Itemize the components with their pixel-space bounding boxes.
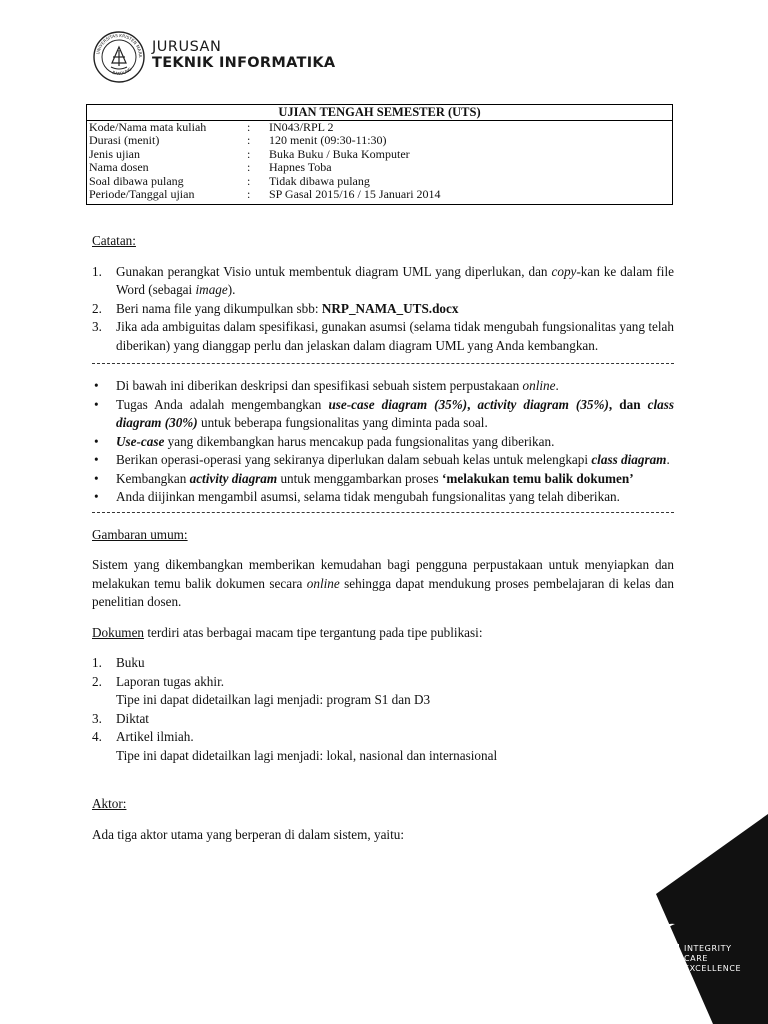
item-text: -kan ke dalam file Word (sebagai [116,263,674,297]
exam-info-sep: : [247,146,251,161]
bullet-icon: • [94,470,99,486]
tagline [678,944,741,974]
exam-info-row [87,188,673,204]
tagline-excellence: EXCELLENCE [684,964,742,973]
mcu-logo-text: mcu [583,944,662,985]
item-emphasis: class diagram [591,452,667,467]
gambaran-paragraph [92,556,674,612]
item-emphasis: copy [551,263,577,279]
item-text: Di bawah ini diberikan deskripsi dan spesifikasi sebuah sistem perpustakaan [116,378,523,393]
item-text: . [666,452,670,467]
list-item [92,654,674,673]
list-item [92,433,674,452]
dashed-divider [92,512,674,514]
item-subtext: Tipe ini dapat didetailkan lagi menjadi: program S1 dan D3 [116,692,431,707]
exam-info-row [87,134,673,148]
item-text: ). [227,282,236,297]
tagline-integrity: INTEGRITY [684,944,732,953]
bullet-icon: • [94,378,99,393]
bullet-icon: • [94,433,99,449]
aktor-heading: Aktor: [92,796,127,811]
item-emphasis: class diagram (30%) [116,396,675,430]
item-text: Tugas Anda adalah mengembangkan [116,396,329,412]
exam-info-row [87,148,673,162]
item-text: , dan [608,396,648,412]
department-line-1: JURUSAN [152,39,222,55]
exam-info-row [87,161,673,175]
exam-info-value: 120 menit (09:30-11:30) [269,133,387,147]
bullet-icon: • [94,489,99,504]
item-number: 1. [92,263,102,279]
item-text: . [555,378,559,393]
instructions-list [92,377,674,507]
catatan-heading: Catatan: [92,233,136,248]
item-text: Laporan tugas akhir. [116,673,225,689]
university-seal-icon [92,30,146,84]
bullet-icon: • [94,452,99,467]
item-number: 1. [92,655,102,670]
seal-text-top: UNIVERSITAS KRISTEN MARA [95,32,144,58]
exam-info-sep: : [247,160,251,174]
exam-info-table [86,104,673,205]
exam-info-value: Buka Buku / Buka Komputer [269,146,410,161]
dokumen-term: Dokumen [92,624,145,640]
item-text: untuk beberapa fungsionalitas yang diminta pada soal. [197,415,488,430]
document-types-list [92,654,674,765]
list-item [92,300,674,319]
seal-text-bottom: BANDUNG [111,66,133,77]
item-emphasis: ‘melakukan temu balik dokumen’ [441,470,634,486]
bullet-icon: • [94,396,99,412]
item-emphasis: image [195,282,228,297]
exam-info-row [87,175,673,189]
item-text: Diktat [116,710,149,726]
exam-info-value: Hapnes Toba [269,160,332,174]
item-text: Anda diijinkan mengambil asumsi, selama tidak mengubah fungsionalitas yang telah diberikan. [116,489,620,504]
item-emphasis: activity diagram (35%) [477,396,609,412]
tagline-care: CARE [684,954,709,963]
item-emphasis: Use-case [116,433,165,449]
exam-info-row [87,120,673,134]
exam-info-label: Jenis ujian [89,146,140,161]
item-text: Artikel ilmiah. [116,729,194,744]
item-number: 2. [92,673,102,689]
catatan-list [92,263,674,356]
item-text: untuk menggambarkan proses [277,470,442,486]
item-text: Beri nama file yang dikumpulkan sbb: [116,300,322,316]
file-name-format: NRP_NAMA_UTS.docx [321,300,459,316]
item-text: Gunakan perangkat Visio untuk membentuk diagram UML yang diperlukan, dan [116,263,552,279]
list-item [92,710,674,729]
gambaran-heading: Gambaran umum: [92,526,188,542]
item-text: , [467,396,478,412]
aktor-paragraph: Ada tiga aktor utama yang berperan di dalam sistem, yaitu: [92,826,405,842]
list-item [92,396,674,433]
dokumen-paragraph [92,624,674,643]
list-item [92,488,674,507]
paragraph-text: terdiri atas berbagai macam tipe tergantung pada tipe publikasi: [144,624,483,640]
exam-info-label: Durasi (menit) [89,133,160,147]
exam-title: UJIAN TENGAH SEMESTER (UTS) [87,105,673,121]
exam-info-value: SP Gasal 2015/16 / 15 Januari 2014 [269,187,441,201]
exam-info-sep: : [247,119,251,134]
item-emphasis: activity diagram [189,470,278,486]
list-item [92,470,674,489]
list-item [92,673,674,710]
item-number: 2. [92,300,102,316]
paragraph-text: sehingga dapat mendukung proses pembelajaran di kelas dan penelitian dosen. [92,575,674,609]
list-item [92,728,674,765]
item-subtext: Tipe ini dapat didetailkan lagi menjadi: lokal, nasional dan internasional [116,747,498,763]
item-number: 4. [92,729,102,744]
exam-info-value: IN043/RPL 2 [269,119,334,134]
exam-content [92,232,674,844]
exam-info-sep: : [247,173,251,188]
item-emphasis: online [522,378,556,393]
list-item [92,263,674,300]
item-number: 3. [92,710,102,726]
item-text: Kembangkan [116,470,190,486]
list-item [92,451,674,470]
exam-info-label: Kode/Nama mata kuliah [89,119,207,134]
svg-text:BANDUNG [112,66,133,76]
department-line-2: TEKNIK INFORMATIKA [152,55,336,71]
list-item [92,377,674,396]
list-item [92,318,674,355]
exam-info-sep: : [247,133,251,147]
exam-info-sep: : [247,187,251,201]
exam-info-value: Tidak dibawa pulang [269,173,370,188]
item-text: yang dikembangkan harus mencakup pada fungsionalitas yang diberikan. [164,433,555,449]
exam-info-label: Nama dosen [89,160,149,174]
university-name: MARANATHA CHRISTIAN UNIVERSITY [586,985,675,990]
item-text: Berikan operasi-operasi yang sekiranya diperlukan dalam sebuah kelas untuk melengkapi [116,452,592,467]
item-text: Jika ada ambiguitas dalam spesifikasi, gunakan asumsi (selama tidak mengubah fungsionalitas yang telah diberikan) yang dianggap perlu dan jelaskan dalam diagram UML yang Anda kembangkan. [116,319,674,353]
item-emphasis: use-case diagram (35%) [328,396,468,412]
paragraph-text: Sistem yang dikembangkan memberikan kemudahan bagi pengguna perpustakaan untuk menyiapkan dan melakukan temu balik dokumen secara [92,557,674,591]
item-text: Buku [116,655,145,670]
paragraph-emphasis: online [306,575,340,591]
department-name [152,39,335,71]
exam-info-label: Periode/Tanggal ujian [89,187,195,201]
exam-info-label: Soal dibawa pulang [89,173,184,188]
item-number: 3. [92,319,102,334]
dashed-divider [92,363,674,365]
letterhead [92,30,412,86]
